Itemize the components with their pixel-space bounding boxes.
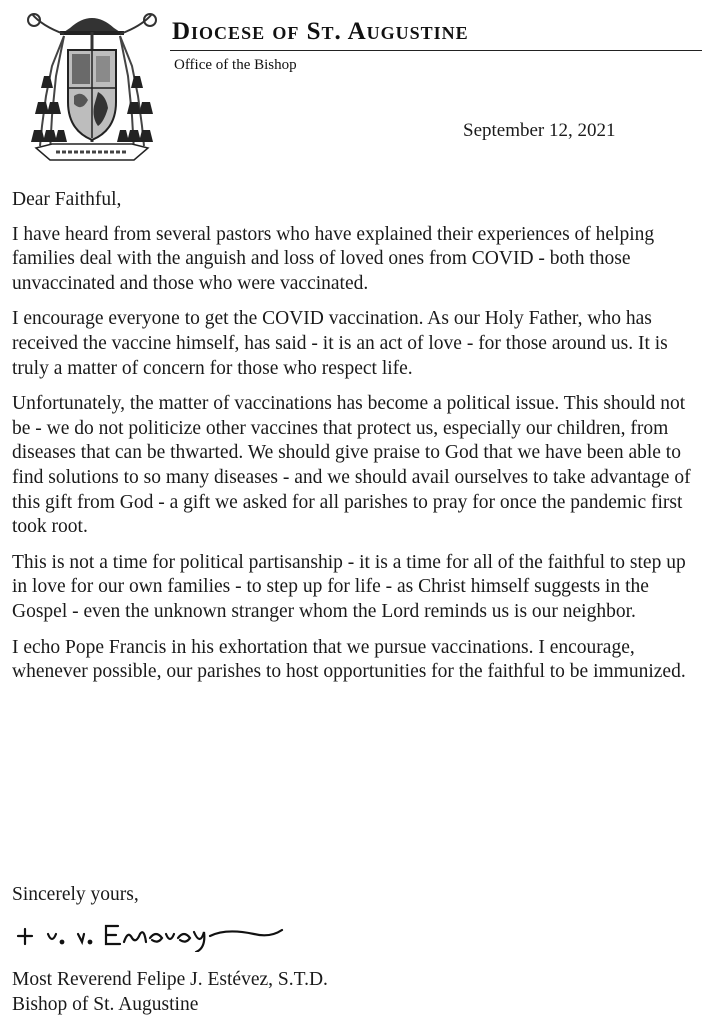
signer-name: Most Reverend Felipe J. Estévez, S.T.D. [12,969,328,990]
paragraph: I encourage everyone to get the COVID vaccination. As our Holy Father, who has received the vaccine himself, has said - it is an act of love - for those around us. It is truly a matter of concern for those who respect life. [12,308,668,379]
letterhead-rule [170,50,702,51]
coat-of-arms-icon [22,6,162,166]
letter-body [12,188,702,696]
paragraph: This is not a time for political partisanship - it is a time for all of the faithful to step up in love for our own families - to step up for life - as Christ himself suggests in the Gospel - even the unknown stranger whom the Lord reminds us is our neighbor. [12,551,686,622]
paragraph: Unfortunately, the matter of vaccinations has become a political issue. This should not be - we do not politicize other vaccines that protect us, especially our children, from diseases that can be thwarted. We should give praise to God that we have been able to find solutions to so many diseases - and we should avail ourselves to take advantage of this gift from God - a gift we asked for all parishes to pray for once the pandemic first took root. [12,393,691,538]
paragraph: I echo Pope Francis in his exhortation that we pursue vaccinations. I encourage, whenever possible, our parishes to host opportunities for the faithful to be immunized. [12,636,686,683]
signer-title: Bishop of St. Augustine [12,994,199,1015]
salutation: Dear Faithful, [12,189,122,210]
office-name: Office of the Bishop [174,57,297,73]
closing: Sincerely yours, [12,884,139,905]
paragraph: I have heard from several pastors who have explained their experiences of helping families deal with the anguish and loss of loved ones from COVID - both those unvaccinated and those who were vaccinated. [12,223,655,294]
signature [14,918,294,952]
letter-date: September 12, 2021 [463,120,616,141]
organization-name: Diocese of St. Augustine [172,18,469,45]
